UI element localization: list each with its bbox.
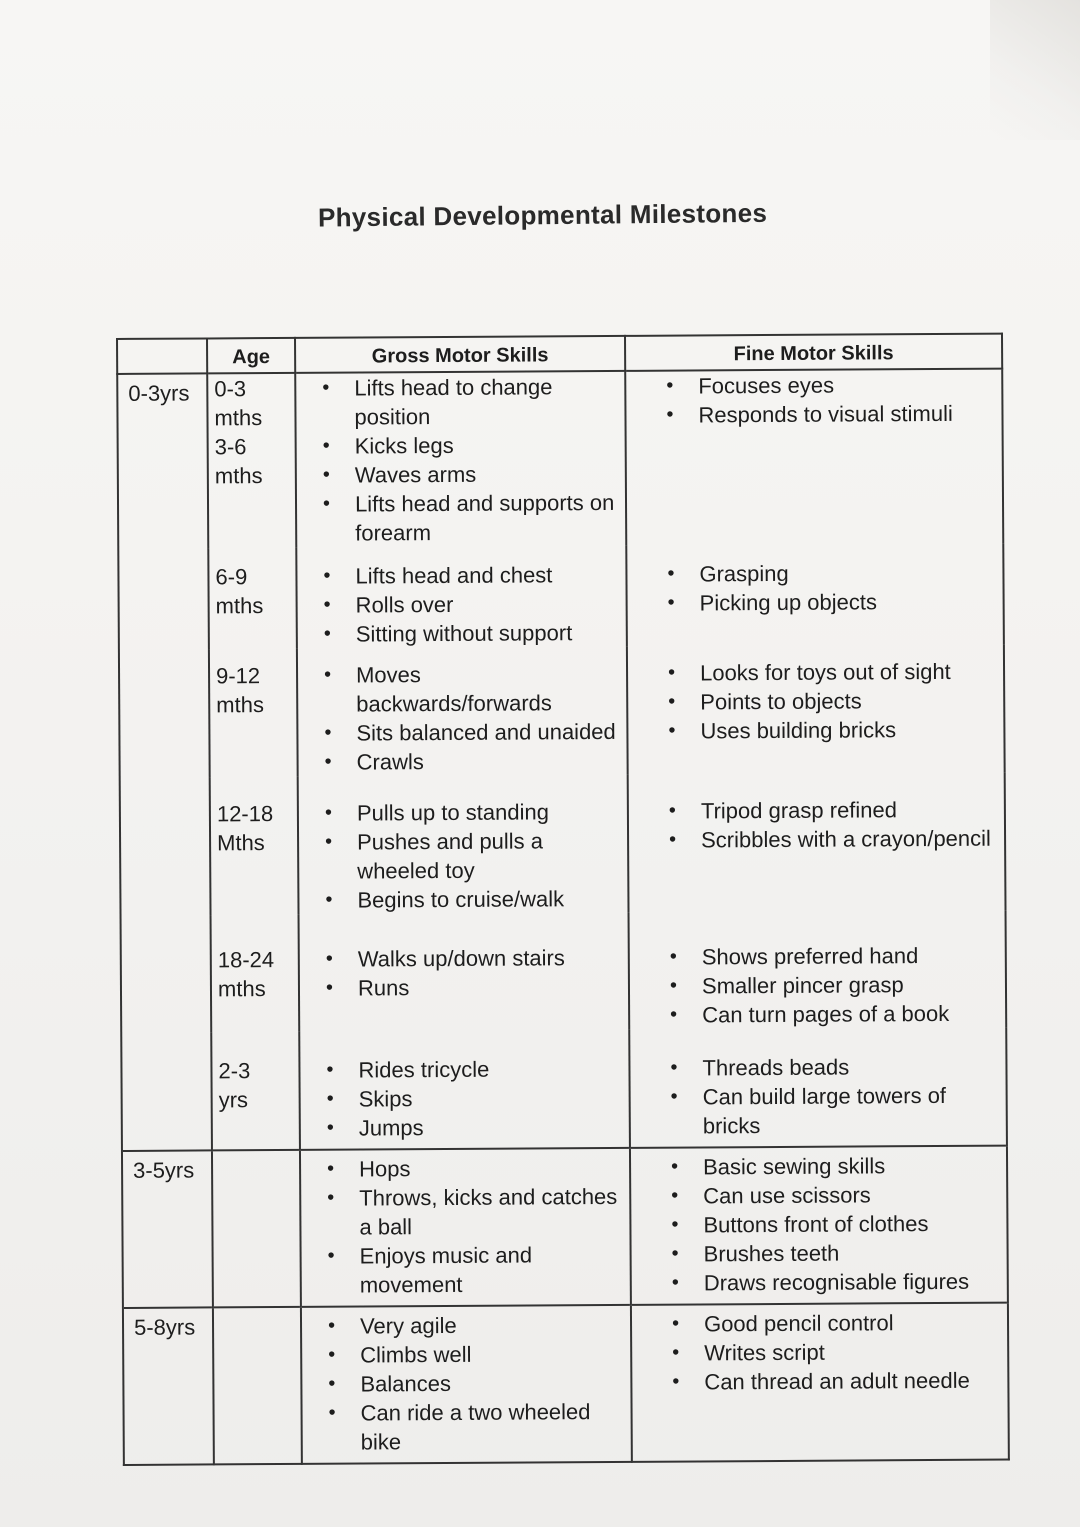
fine-motor-list (637, 1151, 1001, 1298)
gross-motor-list (306, 943, 622, 1003)
gross-motor-list (306, 1054, 623, 1143)
list-item: • Waves arms (355, 459, 619, 490)
age-label: mths (215, 593, 264, 619)
list-item: • Lifts head and supports on forearm (355, 488, 619, 548)
list-item: • Scribbles with a crayon/pencil (701, 824, 998, 855)
gross-motor-list (303, 560, 620, 649)
list-item: • Pulls up to standing (357, 797, 621, 828)
fine-motor-list (636, 941, 1000, 1030)
age-cell (211, 915, 300, 1033)
table-row (122, 1146, 1008, 1308)
gross-motor-cell (299, 1030, 630, 1150)
list-item: • Sitting without support (356, 618, 620, 649)
header-gross-motor: Gross Motor Skills (295, 336, 625, 373)
list-item: • Moves backwards/forwards (356, 659, 620, 719)
fine-motor-list (635, 795, 998, 855)
list-item: • Can ride a two wheeled bike (360, 1397, 624, 1457)
age-label: 0-3 (214, 376, 247, 402)
fine-motor-list (636, 1052, 1000, 1141)
list-item: • Tripod grasp refined (701, 795, 998, 826)
list-item: • Shows preferred hand (702, 941, 999, 972)
table-row (118, 544, 1004, 650)
list-item: • Can turn pages of a book (702, 999, 999, 1030)
age-label: mths (214, 405, 263, 431)
list-item: • Sits balanced and unaided (356, 717, 620, 748)
list-item: • Basic sewing skills (703, 1151, 1000, 1182)
list-item: • Can use scissors (703, 1180, 1000, 1211)
gross-motor-list (305, 797, 622, 915)
gross-motor-cell (299, 913, 630, 1032)
list-item: • Threads beads (702, 1052, 999, 1083)
table-row (123, 1303, 1009, 1465)
table-row (121, 1028, 1007, 1151)
gross-motor-cell (301, 1305, 632, 1464)
age-label: yrs (218, 1087, 249, 1113)
age-range-cell: 0-3yrs (117, 373, 212, 1151)
list-item: • Good pencil control (704, 1308, 1001, 1339)
list-item: • Pushes and pulls a wheeled toy (357, 826, 621, 886)
age-range-cell: 5-8yrs (123, 1307, 214, 1465)
list-item: • Very agile (360, 1310, 624, 1341)
list-item: • Writes script (704, 1337, 1001, 1368)
age-label: mths (216, 692, 265, 718)
list-item: • Grasping (699, 558, 996, 589)
list-item: • Crawls (357, 746, 621, 777)
gross-motor-list (302, 372, 619, 548)
list-item: • Lifts head and chest (355, 560, 619, 591)
list-item: • Hops (359, 1153, 623, 1184)
gross-motor-cell (295, 371, 626, 548)
header-range-blank (117, 338, 207, 374)
gross-motor-list (307, 1153, 624, 1300)
gross-motor-list (304, 659, 621, 777)
list-item: • Runs (358, 972, 622, 1003)
list-item: • Enjoys music and movement (360, 1240, 624, 1300)
page-title: Physical Developmental Milestones (317, 197, 768, 233)
table-body (117, 369, 1009, 1465)
list-item: • Lifts head to change position (354, 372, 618, 432)
fine-motor-cell (630, 1146, 1008, 1305)
age-range-cell: 3-5yrs (122, 1150, 213, 1308)
table-header-row (117, 334, 1002, 374)
age-label: 9-12 (215, 663, 261, 689)
list-item: • Focuses eyes (698, 370, 995, 401)
list-item: • Walks up/down stairs (358, 943, 622, 974)
age-label: mths (214, 463, 263, 489)
age-cell (208, 548, 297, 650)
list-item: • Smaller pincer grasp (702, 970, 999, 1001)
table-row (117, 369, 1003, 549)
list-item: • Buttons front of clothes (703, 1209, 1000, 1240)
gross-motor-cell (298, 775, 629, 915)
list-item: • Uses building bricks (700, 715, 997, 746)
gross-motor-list (308, 1310, 625, 1457)
gross-motor-cell (297, 647, 628, 777)
list-item: • Draws recognisable figures (704, 1267, 1001, 1298)
list-item: • Kicks legs (355, 430, 619, 461)
table-row (121, 911, 1007, 1033)
fine-motor-list (634, 657, 998, 746)
fine-motor-list (633, 558, 996, 618)
age-label: mths (217, 976, 266, 1002)
list-item: • Responds to visual stimuli (698, 399, 995, 430)
list-item: • Throws, kicks and catches a ball (359, 1182, 623, 1242)
fine-motor-cell (631, 1303, 1009, 1462)
header-age: Age (207, 338, 295, 374)
list-item: • Balances (360, 1368, 624, 1399)
list-item: • Climbs well (360, 1339, 624, 1370)
gross-motor-cell (296, 546, 627, 649)
list-item: • Looks for toys out of sight (700, 657, 997, 688)
fine-motor-cell (629, 1028, 1007, 1148)
age-label: 6-9 (215, 564, 248, 590)
table-row (119, 645, 1005, 778)
list-item: • Jumps (359, 1112, 623, 1143)
list-item: • Picking up objects (700, 587, 997, 618)
table-row (120, 773, 1006, 916)
header-fine-motor: Fine Motor Skills (625, 334, 1002, 371)
age-label: 2-3 (218, 1058, 251, 1084)
fine-motor-cell (625, 369, 1003, 546)
age-cell (211, 1032, 300, 1151)
list-item: • Points to objects (700, 686, 997, 717)
list-item: • Rides tricycle (358, 1054, 622, 1085)
age-label: 18-24 (217, 947, 275, 973)
list-item: • Begins to cruise/walk (357, 884, 621, 915)
age-cell (210, 777, 299, 916)
fine-motor-list (632, 370, 995, 430)
milestones-table-wrapper (116, 333, 1010, 1466)
age-cell (207, 373, 296, 549)
age-label: Mths (217, 830, 265, 856)
page-corner-fold (990, 0, 1080, 140)
milestones-table (116, 333, 1010, 1466)
fine-motor-cell (626, 544, 1004, 647)
age-cell (213, 1307, 302, 1465)
age-cell (212, 1150, 301, 1308)
list-item: • Can build large towers of bricks (703, 1081, 1000, 1141)
list-item: • Skips (359, 1083, 623, 1114)
fine-motor-cell (627, 645, 1005, 775)
age-label: 12-18 (216, 801, 274, 827)
fine-motor-cell (628, 773, 1006, 913)
fine-motor-cell (629, 911, 1007, 1030)
list-item: • Rolls over (356, 589, 620, 620)
gross-motor-cell (300, 1148, 631, 1307)
list-item: • Brushes teeth (704, 1238, 1001, 1269)
age-label: 3-6 (214, 434, 247, 460)
age-cell (209, 649, 298, 778)
list-item: • Can thread an adult needle (704, 1366, 1001, 1397)
fine-motor-list (638, 1308, 1002, 1397)
